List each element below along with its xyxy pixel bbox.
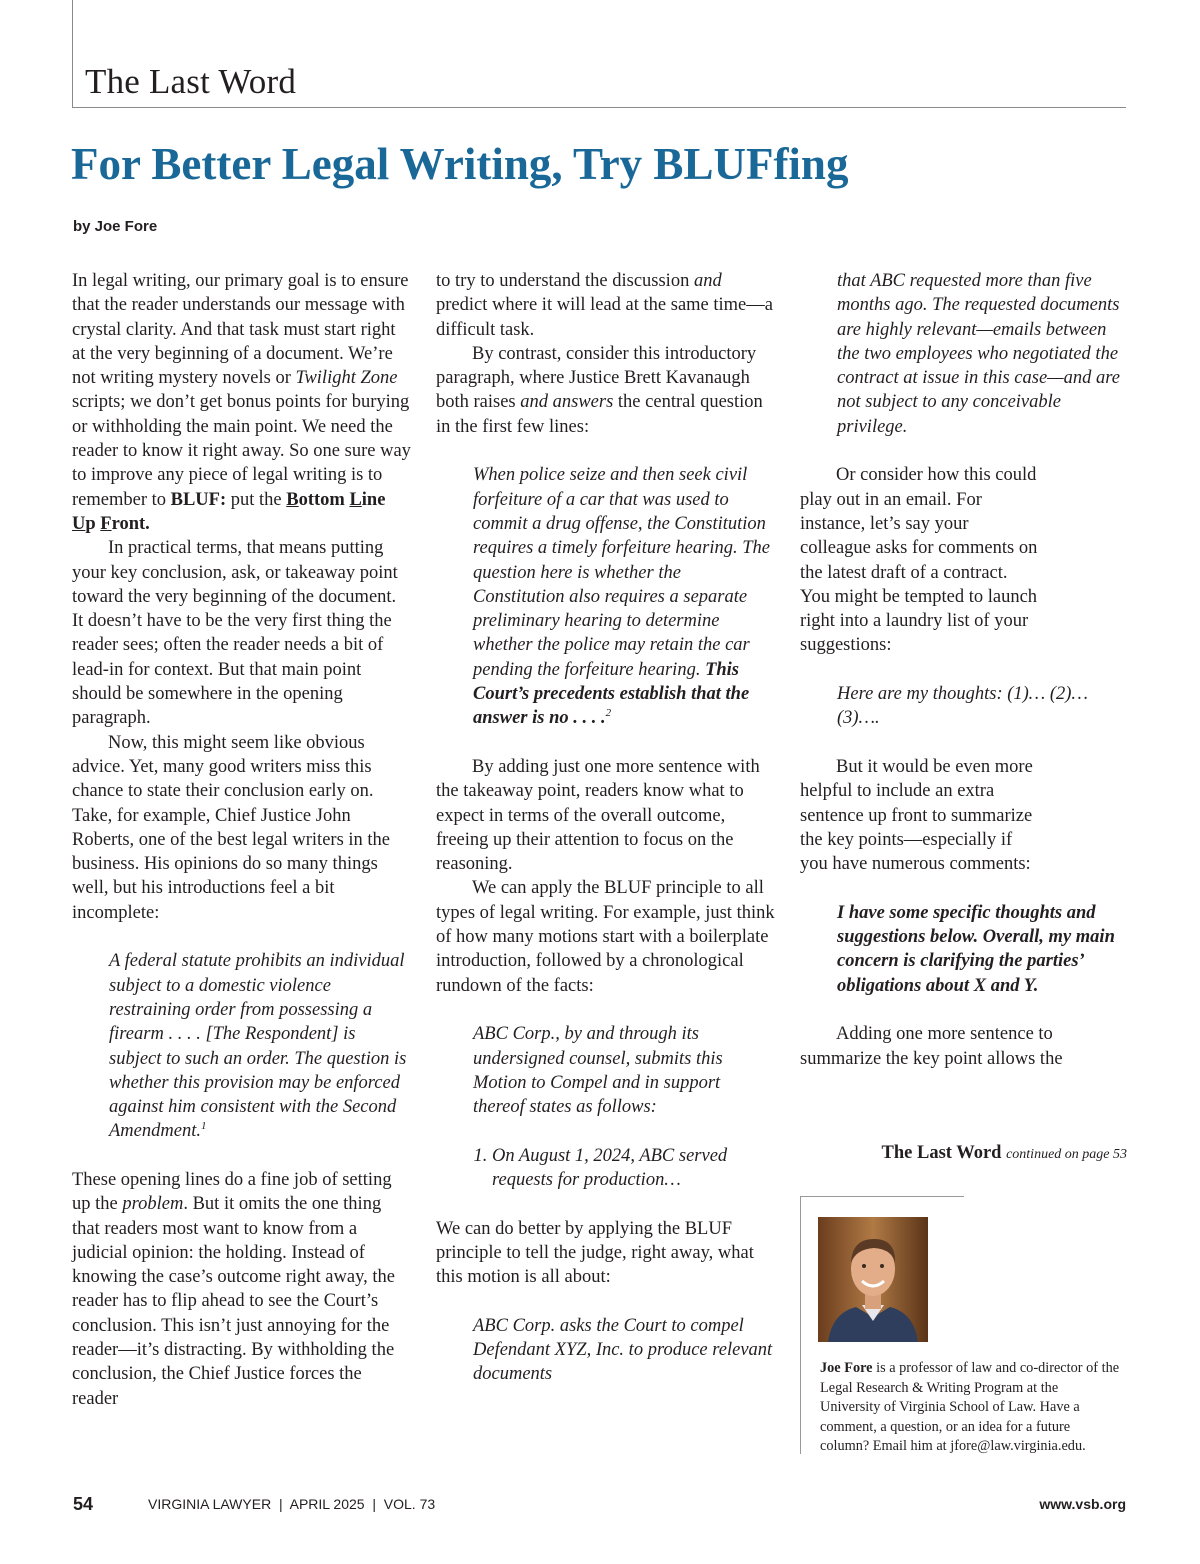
paragraph: to try to understand the discussion and predict where it will lead at the same time—a difficult task. xyxy=(436,271,773,340)
paragraph: We can apply the BLUF principle to all types of legal writing. For example, just think of how many motions start with a boilerplate introduction, followed by a chronological rundown of the facts: xyxy=(436,878,775,996)
block-quote: A federal statute prohibits an individual subject to a domestic violence restraining order from possessing a firearm . . . . [The Respondent] is subject to such an order. The question is whether this provision may be enforced against him consistent with the Second Amendment.$^1$ xyxy=(109,951,407,1142)
footnote-marker: 2 xyxy=(605,707,612,720)
paragraph: These opening lines do a fine job of setting up the problem. But it omits the one thing that readers most want to know from a judicial opinion: the holding. Instead of knowing the case’s outcome right away, the reader has to flip ahead to see the Court’s conclusion. This isn’t just annoying for the reader—it’s distracting. By withholding the conclusion, the Chief Justice forces the reader xyxy=(72,1169,395,1409)
paragraph: Adding one more sentence to summarize the key point allows the xyxy=(800,1024,1063,1069)
paragraph: But it would be even more helpful to include an extra sentence up front to summarize the key points—especially if you have numerous comments: xyxy=(800,756,1033,875)
paragraph: Or consider how this could play out in an email. For instance, let’s say your colleague asks for comments on the latest draft of a contract. You might be tempted to launch right into a laundry list of your suggestions: xyxy=(800,465,1038,656)
list-item: 1. On August 1, 2024, ABC served requests for production… xyxy=(492,1144,776,1193)
footnote-marker: 1 xyxy=(200,1120,207,1133)
column-1 xyxy=(72,269,412,1411)
paragraph: By contrast, consider this introductory paragraph, where Justice Brett Kavanaugh both raises and answers the central question in the first few lines: xyxy=(436,343,763,437)
paragraph: In legal writing, our primary goal is to ensure that the reader understands our message with crystal clarity. And that task must start right at the very beginning of a document. We’re not writing mystery novels or Twilight Zone scripts; we don’t get bonus points for burying or withholding the main point. We need the reader to know it right away. So one sure way to improve any piece of legal writing is to remember to BLUF: put the Bottom Line Up Front. xyxy=(72,271,411,534)
paragraph: In practical terms, that means putting your key conclusion, ask, or takeaway point toward the very beginning of the document. It doesn’t have to be the very first thing the reader sees; often the reader needs a bit of lead-in for context. But that main point should be somewhere in the opening paragraph. xyxy=(72,538,398,729)
paragraph: We can do better by applying the BLUF principle to tell the judge, right away, what this motion is all about: xyxy=(436,1218,754,1288)
author-bio: Joe Fore is a professor of law and co-director of the Legal Research & Writing Program at the University of Virginia School of Law. Have a comment, a question, or an idea for a future column? Email him at jfore@law.virginia.edu. xyxy=(820,1360,1120,1454)
continued-note: The Last Word continued on page 53 xyxy=(881,1143,1127,1163)
block-quote: Here are my thoughts: (1)… (2)… (3)…. xyxy=(837,684,1088,729)
block-quote: When police seize and then seek civil forfeiture of a car that was used to commit a drug offense, the Constitution requires a timely forfeiture hearing. The question here is whether the Constitution also requires a separate preliminary hearing to determine whether the police may retain the car pending the forfeiture hearing. This Court’s precedents establish that the answer is no . . . .$^2$ xyxy=(473,465,770,729)
paragraph: By adding just one more sentence with the takeaway point, readers know what to expect in terms of the overall outcome, freeing up their attention to focus on the reasoning. xyxy=(436,756,760,875)
article-headline: For Better Legal Writing, Try BLUFfing xyxy=(71,139,849,189)
block-quote: ABC Corp., by and through its undersigned counsel, submits this Motion to Compel and in support thereof states as follows: 1. On August 1, 2024, ABC served requests for production… xyxy=(473,1022,776,1192)
section-title: The Last Word xyxy=(85,62,297,101)
column-3 xyxy=(800,269,1130,1071)
block-quote: ABC Corp. asks the Court to compel Defendant XYZ, Inc. to produce relevant documents xyxy=(473,1315,773,1385)
column-2 xyxy=(436,269,776,1387)
block-quote-continued: that ABC requested more than five months ago. The requested documents are highly relevant—emails between the two employees who negotiated the contract at issue in this case—and are not subject to any conceivable privilege. xyxy=(837,271,1120,437)
publication-info: VIRGINIA LAWYER | APRIL 2025 | VOL. 73 xyxy=(148,1496,436,1512)
article-byline: by Joe Fore xyxy=(73,218,158,235)
section-header xyxy=(72,0,1126,108)
block-quote: I have some specific thoughts and suggestions below. Overall, my main concern is clarifying the parties’ obligations about X and Y. xyxy=(837,902,1115,996)
page-number: 54 xyxy=(73,1494,94,1514)
author-photo xyxy=(818,1217,928,1342)
website-link[interactable]: www.vsb.org xyxy=(1039,1496,1126,1512)
paragraph: Now, this might seem like obvious advice. Yet, many good writers miss this chance to state their conclusion early on. Take, for example, Chief Justice John Roberts, one of the best legal writers in the business. His opinions do so many things well, but his introductions feel a bit incomplete: xyxy=(72,732,391,923)
